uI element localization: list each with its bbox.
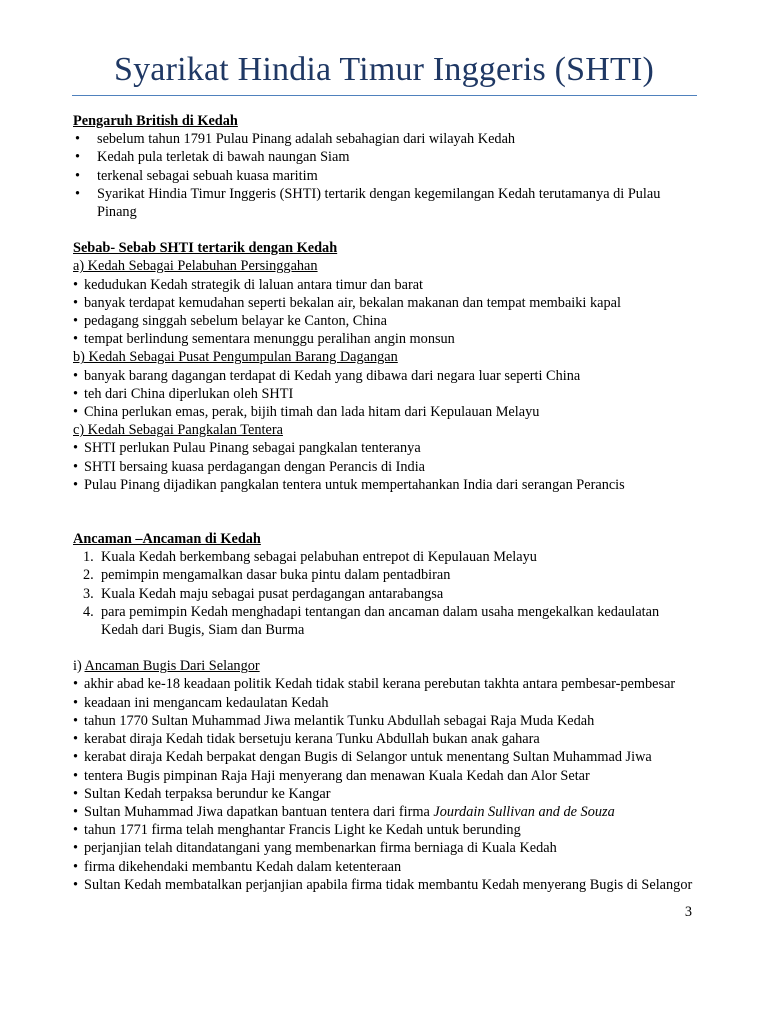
list-item: • Sultan Kedah terpaksa berundur ke Kangar bbox=[73, 785, 698, 803]
list-item: • Syarikat Hindia Timur Inggeris (SHTI) tertarik dengan kegemilangan Kedah terutamanya di Pulau Pinang bbox=[73, 185, 698, 221]
item-text: pemimpin mengamalkan dasar buka pintu dalam pentadbiran bbox=[101, 567, 451, 584]
page-title: Syarikat Hindia Timur Inggeris (SHTI) bbox=[113, 51, 655, 88]
list-item: • SHTI perlukan Pulau Pinang sebagai pangkalan tenteranya bbox=[73, 439, 698, 457]
numbered-item bbox=[73, 603, 698, 639]
item-number: 2. bbox=[83, 567, 94, 584]
list-item: • keadaan ini mengancam kedaulatan Kedah bbox=[73, 694, 698, 712]
list-item: • tahun 1771 firma telah menghantar Francis Light ke Kedah untuk berunding bbox=[73, 821, 698, 839]
list-item: • Sultan Kedah membatalkan perjanjian apabila firma tidak membantu Kedah menyerang Bugis di Selangor bbox=[73, 876, 698, 894]
list-item: • Kedah pula terletak di bawah naungan Siam bbox=[73, 148, 698, 166]
spacer bbox=[73, 221, 698, 239]
list-item: • SHTI bersaing kuasa perdagangan dengan Perancis di India bbox=[73, 458, 698, 476]
list-item: • tempat berlindung sementara menunggu peralihan angin monsun bbox=[73, 330, 698, 348]
list-item: • China perlukan emas, perak, bijih timah dan lada hitam dari Kepulauan Melayu bbox=[73, 403, 698, 421]
list-item: • sebelum tahun 1791 Pulau Pinang adalah sebahagian dari wilayah Kedah bbox=[73, 130, 698, 148]
subsection-c-list bbox=[73, 439, 698, 494]
section-heading-sebab: Sebab- Sebab SHTI tertarik dengan Kedah bbox=[73, 240, 338, 257]
page-number: 3 bbox=[684, 904, 692, 920]
subsection-title-c: c) Kedah Sebagai Pangkalan Tentera bbox=[73, 422, 283, 439]
item-text: Kuala Kedah maju sebagai pusat perdagangan antarabangsa bbox=[101, 585, 444, 602]
numbered-item bbox=[73, 566, 698, 584]
firm-name: Jourdain Sullivan and de Souza bbox=[433, 803, 615, 820]
title-divider bbox=[72, 95, 697, 96]
item-text: Kuala Kedah berkembang sebagai pelabuhan entrepot di Kepulauan Melayu bbox=[101, 549, 537, 566]
subsection-b-list bbox=[73, 367, 698, 422]
document-body bbox=[73, 112, 698, 894]
list-item: • kedudukan Kedah strategik di laluan antara timur dan barat bbox=[73, 276, 698, 294]
list-item: • kerabat diraja Kedah tidak bersetuju kerana Tunku Abdullah bukan anak gahara bbox=[73, 730, 698, 748]
item-number: 1. bbox=[83, 549, 94, 566]
spacer bbox=[73, 494, 698, 530]
section1-list bbox=[73, 130, 698, 221]
section-heading-ancaman: Ancaman –Ancaman di Kedah bbox=[73, 531, 261, 548]
section-heading-pengaruh: Pengaruh British di Kedah bbox=[73, 113, 238, 129]
list-item: • perjanjian telah ditandatangani yang membenarkan firma berniaga di Kuala Kedah bbox=[73, 839, 698, 857]
subsection-title-text: Ancaman Bugis Dari Selangor bbox=[84, 658, 260, 675]
list-item bbox=[73, 803, 698, 821]
list-item: • banyak terdapat kemudahan seperti bekalan air, bekalan makanan dan tempat membaiki kapal bbox=[73, 294, 698, 312]
item-text: Sultan Muhammad Jiwa dapatkan bantuan tentera dari firma bbox=[84, 803, 434, 820]
subsection-title-b: b) Kedah Sebagai Pusat Pengumpulan Barang Dagangan bbox=[73, 349, 398, 366]
list-item: • terkenal sebagai sebuah kuasa maritim bbox=[73, 167, 698, 185]
list-item: • pedagang singgah sebelum belayar ke Canton, China bbox=[73, 312, 698, 330]
list-item: • tentera Bugis pimpinan Raja Haji menyerang dan menawan Kuala Kedah dan Alor Setar bbox=[73, 767, 698, 785]
item-number: 3. bbox=[83, 585, 94, 602]
subsection-prefix: i) bbox=[73, 658, 85, 675]
item-text: para pemimpin Kedah menghadapi tentangan dan ancaman dalam usaha mengekalkan kedaulatan Kedah dari Bugis, Siam dan Burma bbox=[101, 603, 660, 639]
list-item: • tahun 1770 Sultan Muhammad Jiwa melantik Tunku Abdullah sebagai Raja Muda Kedah bbox=[73, 712, 698, 730]
spacer bbox=[73, 639, 698, 657]
list-item: • kerabat diraja Kedah berpakat dengan Bugis di Selangor untuk menentang Sultan Muhammad Jiwa bbox=[73, 748, 698, 766]
list-item: • teh dari China diperlukan oleh SHTI bbox=[73, 385, 698, 403]
numbered-item bbox=[73, 585, 698, 603]
list-item: • firma dikehendaki membantu Kedah dalam ketenteraan bbox=[73, 858, 698, 876]
item-number: 4. bbox=[83, 603, 94, 620]
bugis-list bbox=[73, 675, 698, 893]
numbered-item bbox=[73, 548, 698, 566]
list-item: • akhir abad ke-18 keadaan politik Kedah tidak stabil kerana perebutan takhta antara pembesar-pembesar bbox=[73, 675, 698, 693]
numbered-list bbox=[73, 548, 698, 639]
subsection-a-list bbox=[73, 276, 698, 349]
list-item: • banyak barang dagangan terdapat di Kedah yang dibawa dari negara luar seperti China bbox=[73, 367, 698, 385]
subsection-title-a: a) Kedah Sebagai Pelabuhan Persinggahan bbox=[73, 258, 318, 275]
list-item: • Pulau Pinang dijadikan pangkalan tentera untuk mempertahankan India dari serangan Perancis bbox=[73, 476, 698, 494]
subsection-title-bugis bbox=[73, 657, 698, 675]
